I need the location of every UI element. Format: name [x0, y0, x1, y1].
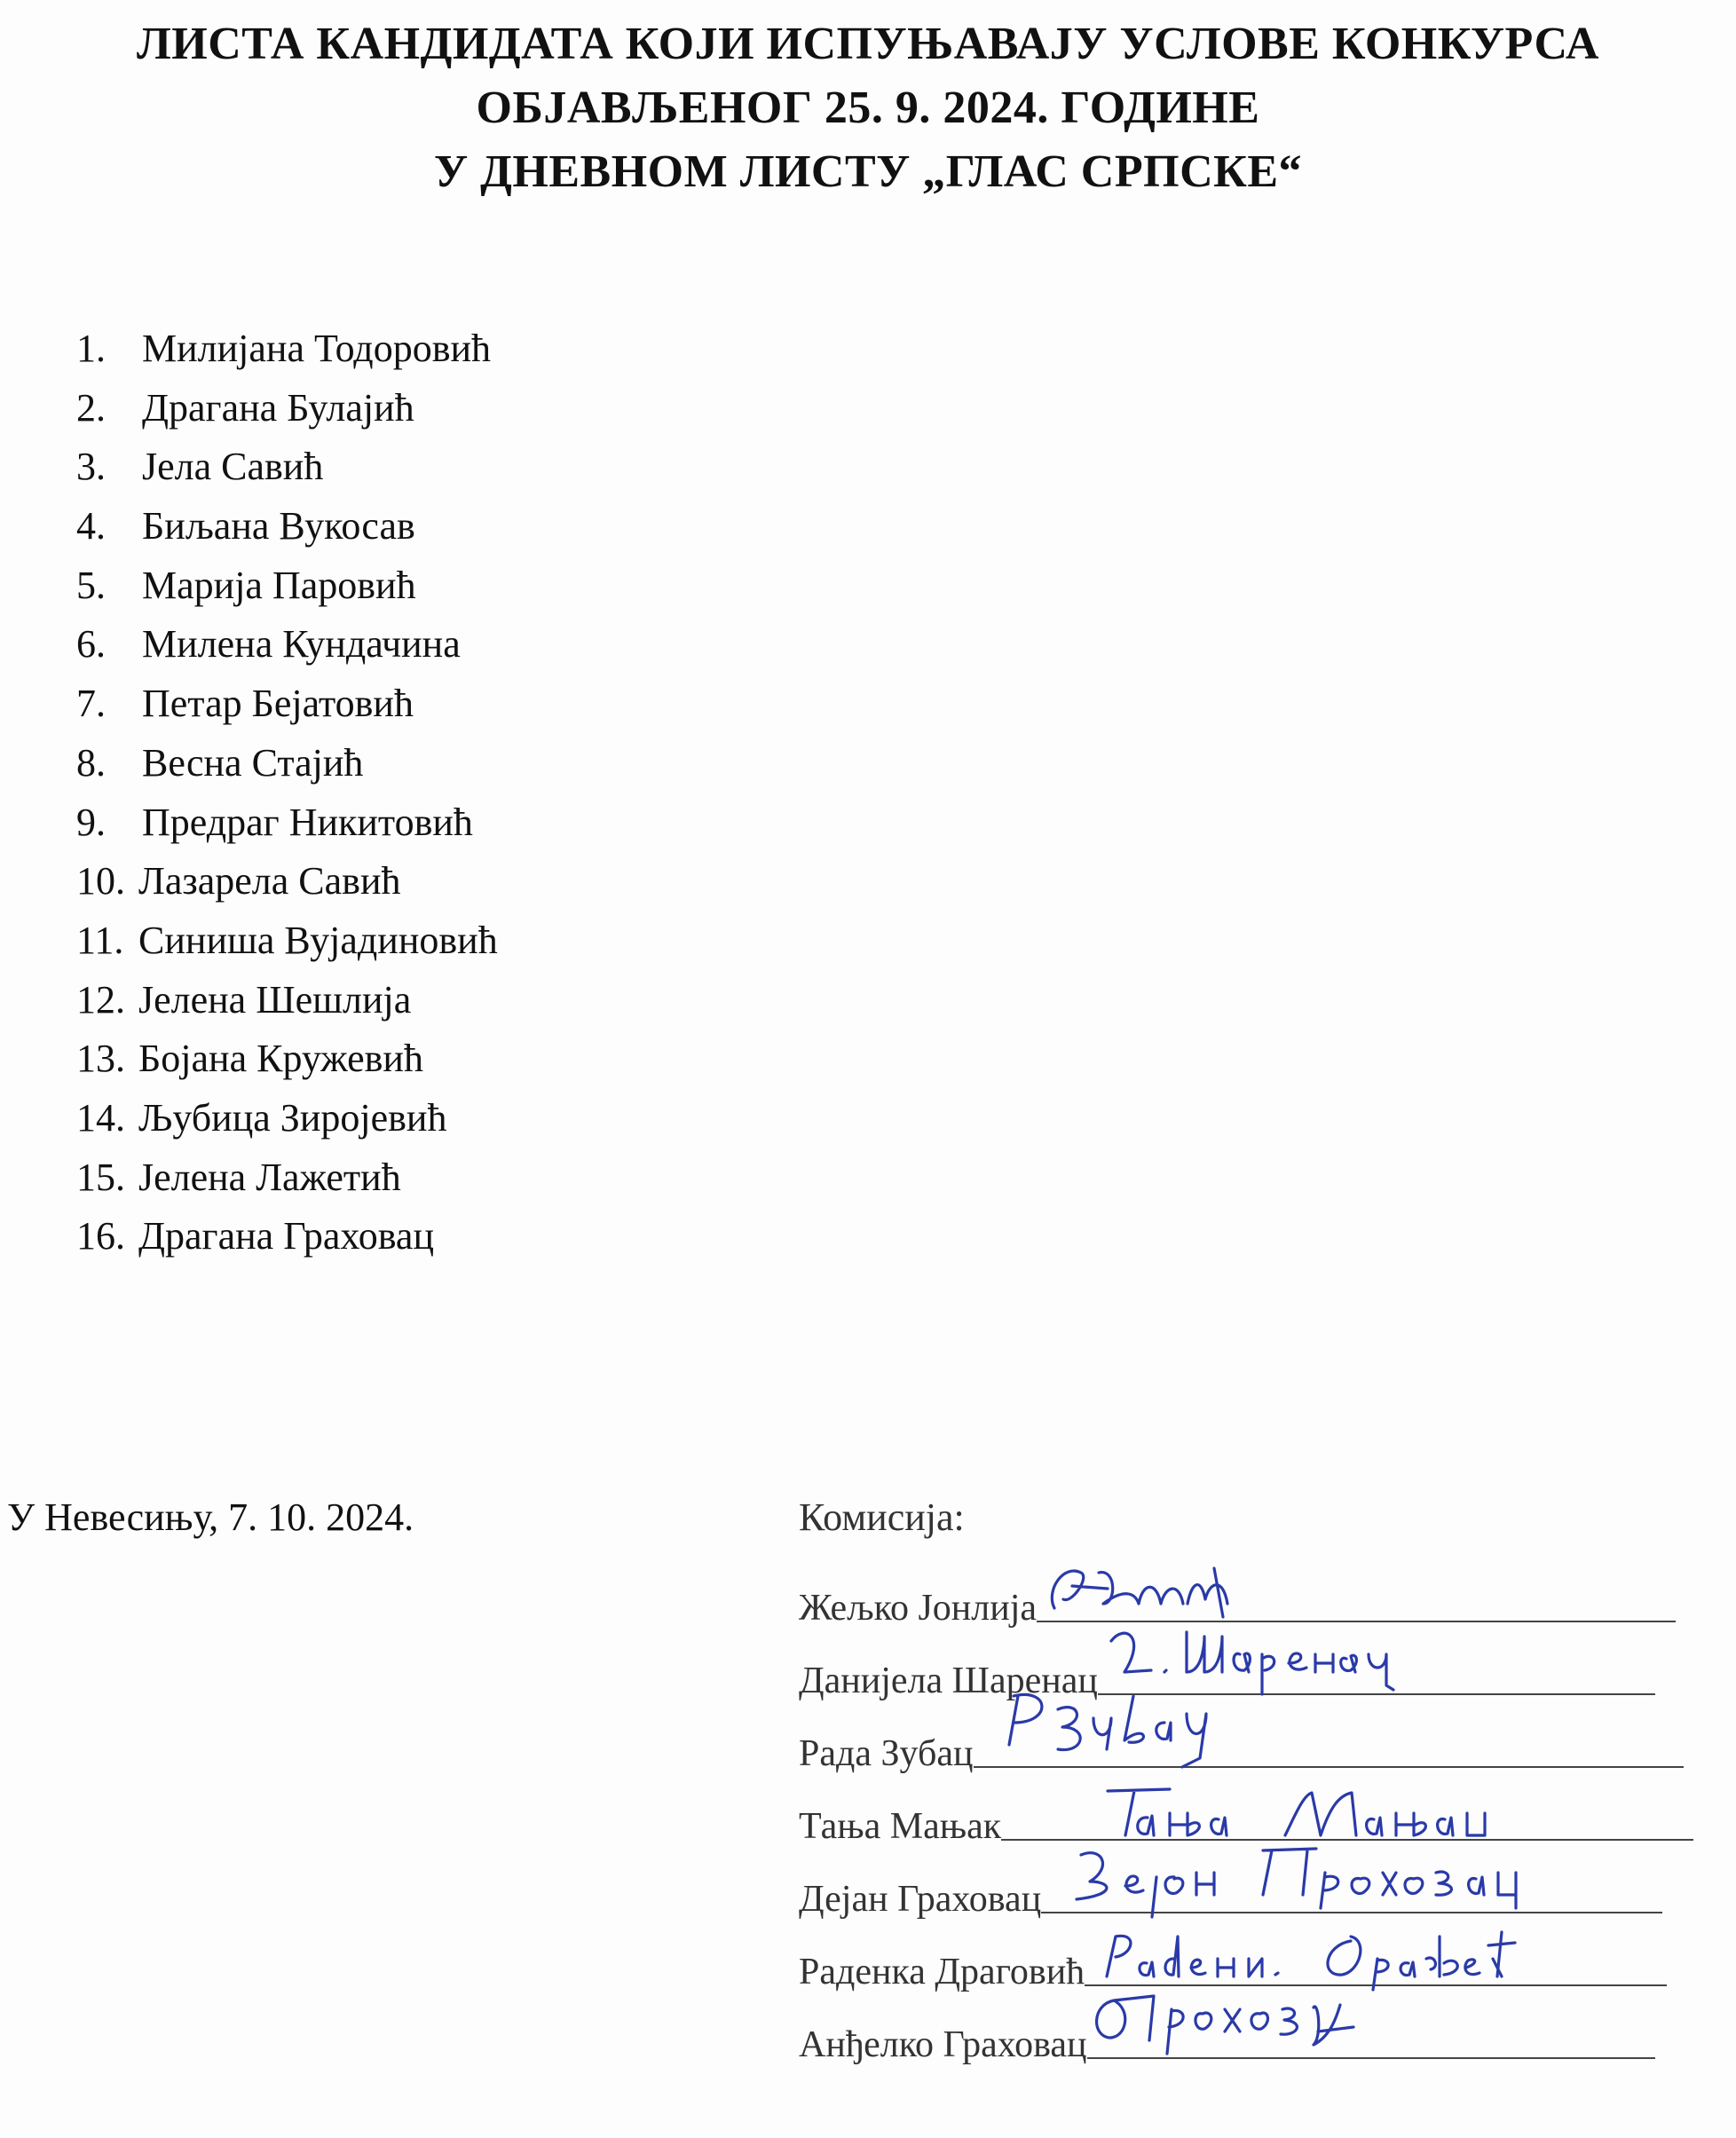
candidate-name: Синиша Вујадиновић: [138, 918, 498, 962]
list-item: [76, 734, 498, 793]
candidate-name: Биљана Вукосав: [142, 504, 415, 548]
signature-dejan-grahovac: [1041, 1842, 1503, 1917]
signature-line: [1087, 1995, 1655, 2059]
candidate-name: Љубица Зиројевић: [138, 1095, 447, 1140]
item-number: 14.: [76, 1095, 125, 1140]
list-item: [76, 379, 498, 438]
candidate-name: Јелена Шешлија: [138, 977, 412, 1022]
list-item: [76, 852, 498, 911]
commission-block: [799, 0, 1736, 2138]
member-name: Рада Зубац: [799, 1733, 974, 1774]
list-item: [76, 615, 498, 675]
candidate-name: Драгана Булајић: [142, 385, 414, 430]
list-item: [76, 438, 498, 497]
list-item: [76, 1089, 498, 1148]
list-item: [76, 497, 498, 556]
commission-member: [799, 2008, 1655, 2070]
candidate-name: Бојана Кружевић: [138, 1037, 423, 1081]
candidate-name: Лазарела Савић: [138, 859, 401, 903]
signature-zubac: [974, 1687, 1240, 1771]
item-number: 5.: [76, 563, 106, 607]
member-name: Данијела Шаренац: [799, 1661, 1098, 1701]
signature-line: [974, 1704, 1684, 1768]
item-number: 3.: [76, 445, 106, 489]
candidate-name: Јела Савић: [142, 445, 324, 489]
signature-jonlija: [1037, 1555, 1267, 1626]
item-number: 6.: [76, 622, 106, 667]
item-number: 7.: [76, 682, 106, 726]
item-number: 12.: [76, 977, 125, 1022]
list-item: [76, 911, 498, 971]
candidate-name: Јелена Лажетић: [138, 1155, 401, 1199]
title-line-2: ОБЈАВЉЕНОГ 25. 9. 2024. ГОДИНЕ: [476, 83, 1260, 133]
member-name: Тања Мањак: [799, 1806, 1002, 1847]
list-item: [76, 971, 498, 1030]
title-line-3: У ДНЕВНОМ ЛИСТУ „ГЛАС СРПСКЕ“: [433, 146, 1303, 197]
candidate-name: Марија Паровић: [142, 563, 416, 607]
signature-line: [1085, 1922, 1667, 1986]
item-number: 4.: [76, 504, 106, 548]
candidate-name: Милијана Тодоровић: [142, 327, 492, 370]
list-item: [76, 1030, 498, 1089]
list-item: [76, 320, 498, 379]
member-name: Раденка Драговић: [799, 1952, 1085, 1992]
signature-manjak: [1001, 1782, 1463, 1844]
signature-line: [1041, 1850, 1662, 1913]
list-item: [76, 556, 498, 616]
list-item: [76, 675, 498, 734]
signature-andjelko-grahovac: [1087, 1983, 1353, 2063]
list-item: [76, 793, 498, 853]
member-name: Дејан Граховац: [799, 1879, 1042, 1920]
title-line-1: ЛИСТА КАНДИДАТА КОЈИ ИСПУЊАВАЈУ УСЛОВЕ КОНКУРСА: [137, 19, 1599, 69]
candidate-name: Петар Бејатовић: [142, 682, 414, 726]
list-item: [76, 1207, 498, 1266]
signature-line: [1037, 1558, 1676, 1622]
commission-title: Комисија:: [799, 1495, 965, 1539]
item-number: 2.: [76, 385, 106, 430]
item-number: 13.: [76, 1037, 125, 1081]
candidate-name: Предраг Никитовић: [142, 800, 473, 844]
member-name: Анђелко Граховац: [799, 2024, 1087, 2065]
item-number: 10.: [76, 859, 125, 903]
commission-member: [799, 1716, 1684, 1779]
member-name: Жељко Јонлија: [799, 1588, 1038, 1629]
commission-member: [799, 1862, 1662, 1924]
item-number: 16.: [76, 1214, 125, 1258]
candidate-name: Милена Кундачина: [142, 622, 461, 667]
item-number: 9.: [76, 800, 106, 844]
candidate-name: Весна Стајић: [142, 740, 364, 785]
item-number: 1.: [76, 327, 106, 370]
list-item: [76, 1148, 498, 1208]
candidate-list: [76, 320, 498, 1266]
signature-draskovic: [1085, 1923, 1546, 1990]
signature-line: [1001, 1777, 1693, 1841]
item-number: 11.: [76, 918, 124, 962]
signature-line: [1098, 1631, 1655, 1695]
item-number: 8.: [76, 740, 106, 785]
item-number: 15.: [76, 1155, 125, 1199]
place-and-date: У Невесињу, 7. 10. 2024.: [7, 1495, 414, 1539]
candidate-name: Драгана Граховац: [138, 1214, 434, 1258]
